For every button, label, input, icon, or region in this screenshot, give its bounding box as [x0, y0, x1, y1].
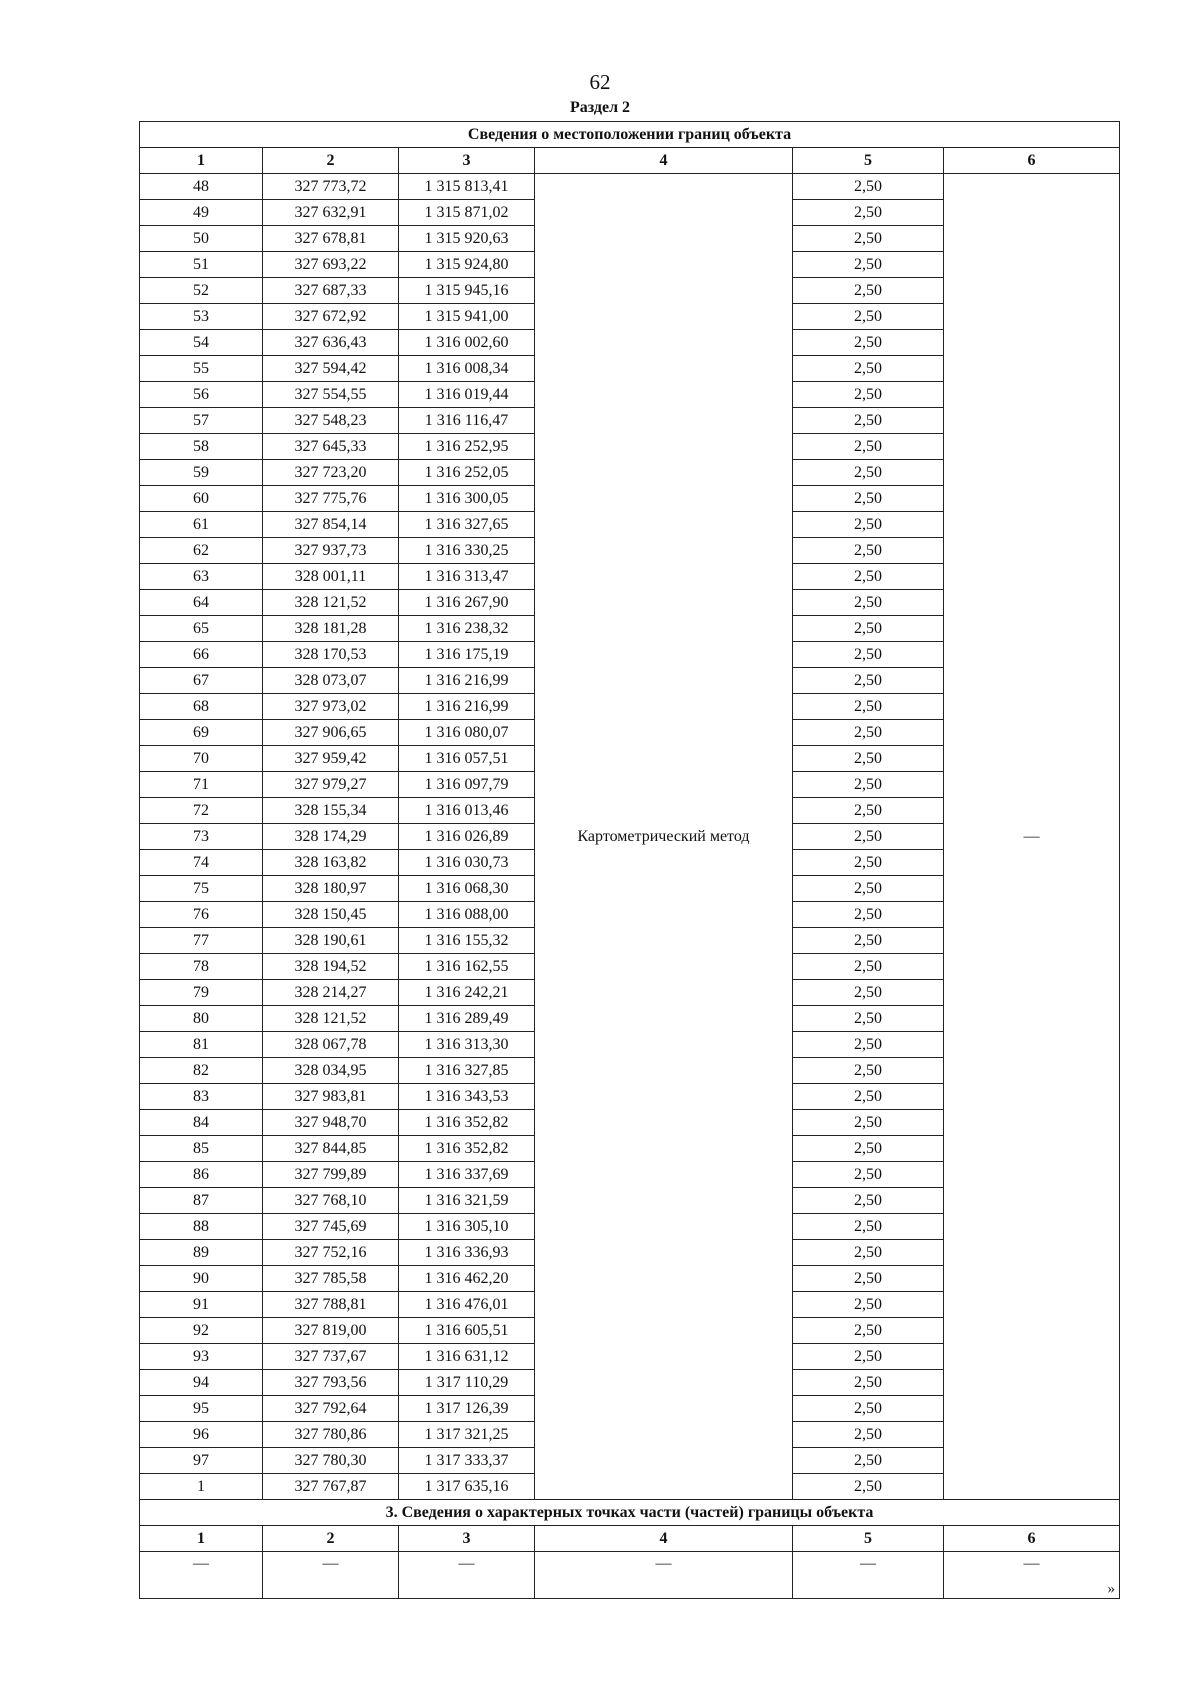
point-number: 76 [140, 902, 263, 928]
point-number: 96 [140, 1422, 263, 1448]
coord-y: 1 316 631,12 [399, 1344, 535, 1370]
coord-y: 1 316 252,05 [399, 460, 535, 486]
coord-y: 1 316 476,01 [399, 1292, 535, 1318]
point-number: 86 [140, 1162, 263, 1188]
coord-y: 1 316 216,99 [399, 668, 535, 694]
coord-y: 1 316 097,79 [399, 772, 535, 798]
coord-y: 1 316 313,47 [399, 564, 535, 590]
point-number: 61 [140, 512, 263, 538]
precision-value: 2,50 [793, 798, 944, 824]
point-number: 64 [140, 590, 263, 616]
point-number: 55 [140, 356, 263, 382]
coord-y: 1 315 871,02 [399, 200, 535, 226]
coord-y: 1 316 068,30 [399, 876, 535, 902]
coord-x: 328 001,11 [263, 564, 399, 590]
section3-empty-row [140, 1552, 1120, 1599]
coord-y: 1 317 333,37 [399, 1448, 535, 1474]
precision-value: 2,50 [793, 252, 944, 278]
point-number: 72 [140, 798, 263, 824]
coord-y: 1 316 116,47 [399, 408, 535, 434]
precision-value: 2,50 [793, 694, 944, 720]
precision-value: 2,50 [793, 1058, 944, 1084]
precision-value: 2,50 [793, 226, 944, 252]
precision-value: 2,50 [793, 174, 944, 200]
point-number: 52 [140, 278, 263, 304]
column-header: 4 [535, 148, 793, 174]
section3-header-row [140, 1526, 1120, 1552]
coord-y: 1 316 289,49 [399, 1006, 535, 1032]
precision-value: 2,50 [793, 850, 944, 876]
coord-y: 1 316 242,21 [399, 980, 535, 1006]
dash-placeholder: — [322, 1555, 339, 1572]
coord-y: 1 316 300,05 [399, 486, 535, 512]
point-number: 78 [140, 954, 263, 980]
coord-x: 327 785,58 [263, 1266, 399, 1292]
precision-value: 2,50 [793, 304, 944, 330]
coord-y: 1 316 343,53 [399, 1084, 535, 1110]
precision-value: 2,50 [793, 1188, 944, 1214]
precision-value: 2,50 [793, 616, 944, 642]
precision-value: 2,50 [793, 1344, 944, 1370]
coord-x: 327 819,00 [263, 1318, 399, 1344]
coord-x: 328 034,95 [263, 1058, 399, 1084]
table-title: Сведения о местоположении границ объекта [140, 122, 1120, 148]
coord-x: 327 973,02 [263, 694, 399, 720]
point-number: 73 [140, 824, 263, 850]
precision-value: 2,50 [793, 1396, 944, 1422]
coord-x: 328 174,29 [263, 824, 399, 850]
point-number: 87 [140, 1188, 263, 1214]
precision-value: 2,50 [793, 954, 944, 980]
precision-value: 2,50 [793, 564, 944, 590]
precision-value: 2,50 [793, 330, 944, 356]
coord-y: 1 315 813,41 [399, 174, 535, 200]
point-number: 1 [140, 1474, 263, 1500]
section3-cell [399, 1552, 535, 1599]
column-header-row [140, 148, 1120, 174]
point-number: 82 [140, 1058, 263, 1084]
coord-y: 1 316 026,89 [399, 824, 535, 850]
coord-y: 1 316 019,44 [399, 382, 535, 408]
precision-value: 2,50 [793, 1032, 944, 1058]
point-number: 80 [140, 1006, 263, 1032]
precision-value: 2,50 [793, 1240, 944, 1266]
precision-value: 2,50 [793, 902, 944, 928]
coord-y: 1 316 327,85 [399, 1058, 535, 1084]
section3-cell [793, 1552, 944, 1599]
coord-x: 327 768,10 [263, 1188, 399, 1214]
point-number: 79 [140, 980, 263, 1006]
precision-value: 2,50 [793, 1084, 944, 1110]
coord-x: 327 687,33 [263, 278, 399, 304]
section3-cell [140, 1552, 263, 1599]
coord-x: 327 792,64 [263, 1396, 399, 1422]
coordinates-table [139, 121, 1120, 1599]
dash-placeholder: — [860, 1555, 876, 1572]
coord-x: 327 645,33 [263, 434, 399, 460]
coord-x: 327 548,23 [263, 408, 399, 434]
coord-x: 327 793,56 [263, 1370, 399, 1396]
point-number: 65 [140, 616, 263, 642]
section3-column-header: 1 [140, 1526, 263, 1552]
coord-x: 327 937,73 [263, 538, 399, 564]
section3-column-header: 2 [263, 1526, 399, 1552]
precision-value: 2,50 [793, 512, 944, 538]
closing-quote: » [1107, 1581, 1115, 1597]
coord-x: 328 121,52 [263, 1006, 399, 1032]
coord-y: 1 317 126,39 [399, 1396, 535, 1422]
coord-x: 328 067,78 [263, 1032, 399, 1058]
coord-x: 327 678,81 [263, 226, 399, 252]
precision-value: 2,50 [793, 408, 944, 434]
precision-value: 2,50 [793, 382, 944, 408]
precision-value: 2,50 [793, 1292, 944, 1318]
coord-x: 327 780,30 [263, 1448, 399, 1474]
section3-cell [535, 1552, 793, 1599]
point-number: 59 [140, 460, 263, 486]
point-number: 77 [140, 928, 263, 954]
coord-x: 328 190,61 [263, 928, 399, 954]
coord-x: 328 181,28 [263, 616, 399, 642]
coord-x: 327 767,87 [263, 1474, 399, 1500]
precision-value: 2,50 [793, 1006, 944, 1032]
precision-value: 2,50 [793, 668, 944, 694]
coord-y: 1 316 313,30 [399, 1032, 535, 1058]
point-number: 49 [140, 200, 263, 226]
point-number: 63 [140, 564, 263, 590]
precision-value: 2,50 [793, 824, 944, 850]
coord-y: 1 316 155,32 [399, 928, 535, 954]
coord-y: 1 316 008,34 [399, 356, 535, 382]
coord-y: 1 316 267,90 [399, 590, 535, 616]
point-number: 57 [140, 408, 263, 434]
coord-y: 1 317 635,16 [399, 1474, 535, 1500]
column-header: 5 [793, 148, 944, 174]
point-number: 89 [140, 1240, 263, 1266]
coord-x: 328 180,97 [263, 876, 399, 902]
coord-x: 328 073,07 [263, 668, 399, 694]
coord-y: 1 316 352,82 [399, 1110, 535, 1136]
precision-value: 2,50 [793, 590, 944, 616]
method-cell: Картометрический метод [535, 174, 793, 1500]
precision-value: 2,50 [793, 486, 944, 512]
coord-x: 327 906,65 [263, 720, 399, 746]
coord-x: 327 752,16 [263, 1240, 399, 1266]
point-number: 48 [140, 174, 263, 200]
precision-value: 2,50 [793, 460, 944, 486]
coord-x: 327 854,14 [263, 512, 399, 538]
precision-value: 2,50 [793, 720, 944, 746]
precision-value: 2,50 [793, 1162, 944, 1188]
coord-x: 327 773,72 [263, 174, 399, 200]
point-number: 94 [140, 1370, 263, 1396]
precision-value: 2,50 [793, 1136, 944, 1162]
precision-value: 2,50 [793, 772, 944, 798]
section3-cell [263, 1552, 399, 1599]
coord-y: 1 317 321,25 [399, 1422, 535, 1448]
precision-value: 2,50 [793, 434, 944, 460]
coord-y: 1 316 030,73 [399, 850, 535, 876]
page-number: 62 [589, 70, 611, 94]
column-header: 6 [944, 148, 1120, 174]
section3-title: 3. Сведения о характерных точках части (частей) границы объекта [140, 1500, 1120, 1526]
section3-column-header: 3 [399, 1526, 535, 1552]
coord-y: 1 316 080,07 [399, 720, 535, 746]
precision-value: 2,50 [793, 1422, 944, 1448]
precision-value: 2,50 [793, 1448, 944, 1474]
point-number: 88 [140, 1214, 263, 1240]
point-number: 71 [140, 772, 263, 798]
coord-y: 1 316 352,82 [399, 1136, 535, 1162]
column-header: 3 [399, 148, 535, 174]
point-number: 51 [140, 252, 263, 278]
point-number: 97 [140, 1448, 263, 1474]
column-header: 2 [263, 148, 399, 174]
precision-value: 2,50 [793, 980, 944, 1006]
point-number: 62 [140, 538, 263, 564]
coord-y: 1 317 110,29 [399, 1370, 535, 1396]
coord-y: 1 316 337,69 [399, 1162, 535, 1188]
point-number: 58 [140, 434, 263, 460]
point-number: 60 [140, 486, 263, 512]
coord-x: 327 788,81 [263, 1292, 399, 1318]
point-number: 83 [140, 1084, 263, 1110]
coord-x: 327 632,91 [263, 200, 399, 226]
precision-value: 2,50 [793, 876, 944, 902]
coord-y: 1 316 321,59 [399, 1188, 535, 1214]
precision-value: 2,50 [793, 1266, 944, 1292]
coord-y: 1 316 252,95 [399, 434, 535, 460]
coord-x: 327 737,67 [263, 1344, 399, 1370]
coord-y: 1 315 945,16 [399, 278, 535, 304]
coord-y: 1 316 605,51 [399, 1318, 535, 1344]
coord-x: 327 959,42 [263, 746, 399, 772]
coord-y: 1 316 327,65 [399, 512, 535, 538]
coord-x: 327 983,81 [263, 1084, 399, 1110]
point-number: 50 [140, 226, 263, 252]
section3-column-header: 6 [944, 1526, 1120, 1552]
table-row [140, 174, 1120, 200]
coord-x: 327 799,89 [263, 1162, 399, 1188]
point-number: 53 [140, 304, 263, 330]
coord-x: 327 693,22 [263, 252, 399, 278]
section-title: Раздел 2 [569, 99, 631, 116]
precision-value: 2,50 [793, 1474, 944, 1500]
point-number: 91 [140, 1292, 263, 1318]
coord-x: 327 979,27 [263, 772, 399, 798]
point-number: 69 [140, 720, 263, 746]
precision-value: 2,50 [793, 200, 944, 226]
coord-x: 328 163,82 [263, 850, 399, 876]
precision-value: 2,50 [793, 1318, 944, 1344]
point-number: 85 [140, 1136, 263, 1162]
point-number: 90 [140, 1266, 263, 1292]
coord-y: 1 316 057,51 [399, 746, 535, 772]
point-number: 67 [140, 668, 263, 694]
coord-x: 327 723,20 [263, 460, 399, 486]
coord-x: 327 554,55 [263, 382, 399, 408]
coord-y: 1 315 924,80 [399, 252, 535, 278]
dash-placeholder: — [458, 1555, 475, 1572]
coord-x: 327 780,86 [263, 1422, 399, 1448]
point-number: 92 [140, 1318, 263, 1344]
coord-x: 328 214,27 [263, 980, 399, 1006]
coord-x: 327 672,92 [263, 304, 399, 330]
coord-y: 1 316 305,10 [399, 1214, 535, 1240]
precision-value: 2,50 [793, 928, 944, 954]
precision-value: 2,50 [793, 746, 944, 772]
section3-cell [944, 1552, 1120, 1599]
point-number: 68 [140, 694, 263, 720]
coord-x: 327 594,42 [263, 356, 399, 382]
precision-value: 2,50 [793, 1370, 944, 1396]
point-number: 81 [140, 1032, 263, 1058]
precision-value: 2,50 [793, 1214, 944, 1240]
point-number: 66 [140, 642, 263, 668]
precision-value: 2,50 [793, 538, 944, 564]
coord-y: 1 315 941,00 [399, 304, 535, 330]
coord-x: 327 636,43 [263, 330, 399, 356]
coord-y: 1 316 002,60 [399, 330, 535, 356]
coord-y: 1 315 920,63 [399, 226, 535, 252]
coord-x: 328 121,52 [263, 590, 399, 616]
coord-x: 328 194,52 [263, 954, 399, 980]
precision-value: 2,50 [793, 278, 944, 304]
point-number: 74 [140, 850, 263, 876]
coord-y: 1 316 013,46 [399, 798, 535, 824]
coord-x: 327 745,69 [263, 1214, 399, 1240]
point-number: 56 [140, 382, 263, 408]
point-number: 75 [140, 876, 263, 902]
dash-placeholder: — [655, 1555, 672, 1572]
coord-y: 1 316 238,32 [399, 616, 535, 642]
coord-x: 327 948,70 [263, 1110, 399, 1136]
dash-placeholder: — [1023, 1555, 1040, 1572]
coord-y: 1 316 175,19 [399, 642, 535, 668]
precision-value: 2,50 [793, 1110, 944, 1136]
coord-y: 1 316 330,25 [399, 538, 535, 564]
coord-y: 1 316 088,00 [399, 902, 535, 928]
precision-value: 2,50 [793, 642, 944, 668]
point-number: 54 [140, 330, 263, 356]
coord-y: 1 316 216,99 [399, 694, 535, 720]
section3-column-header: 4 [535, 1526, 793, 1552]
point-number: 95 [140, 1396, 263, 1422]
section3-column-header: 5 [793, 1526, 944, 1552]
point-number: 84 [140, 1110, 263, 1136]
coord-y: 1 316 462,20 [399, 1266, 535, 1292]
coord-y: 1 316 162,55 [399, 954, 535, 980]
point-number: 70 [140, 746, 263, 772]
point-number: 93 [140, 1344, 263, 1370]
coord-x: 327 775,76 [263, 486, 399, 512]
coord-y: 1 316 336,93 [399, 1240, 535, 1266]
col6-cell: — [944, 174, 1120, 1500]
coord-x: 328 150,45 [263, 902, 399, 928]
precision-value: 2,50 [793, 356, 944, 382]
column-header: 1 [140, 148, 263, 174]
dash-placeholder: — [193, 1555, 209, 1572]
coord-x: 328 155,34 [263, 798, 399, 824]
coord-x: 328 170,53 [263, 642, 399, 668]
coord-x: 327 844,85 [263, 1136, 399, 1162]
